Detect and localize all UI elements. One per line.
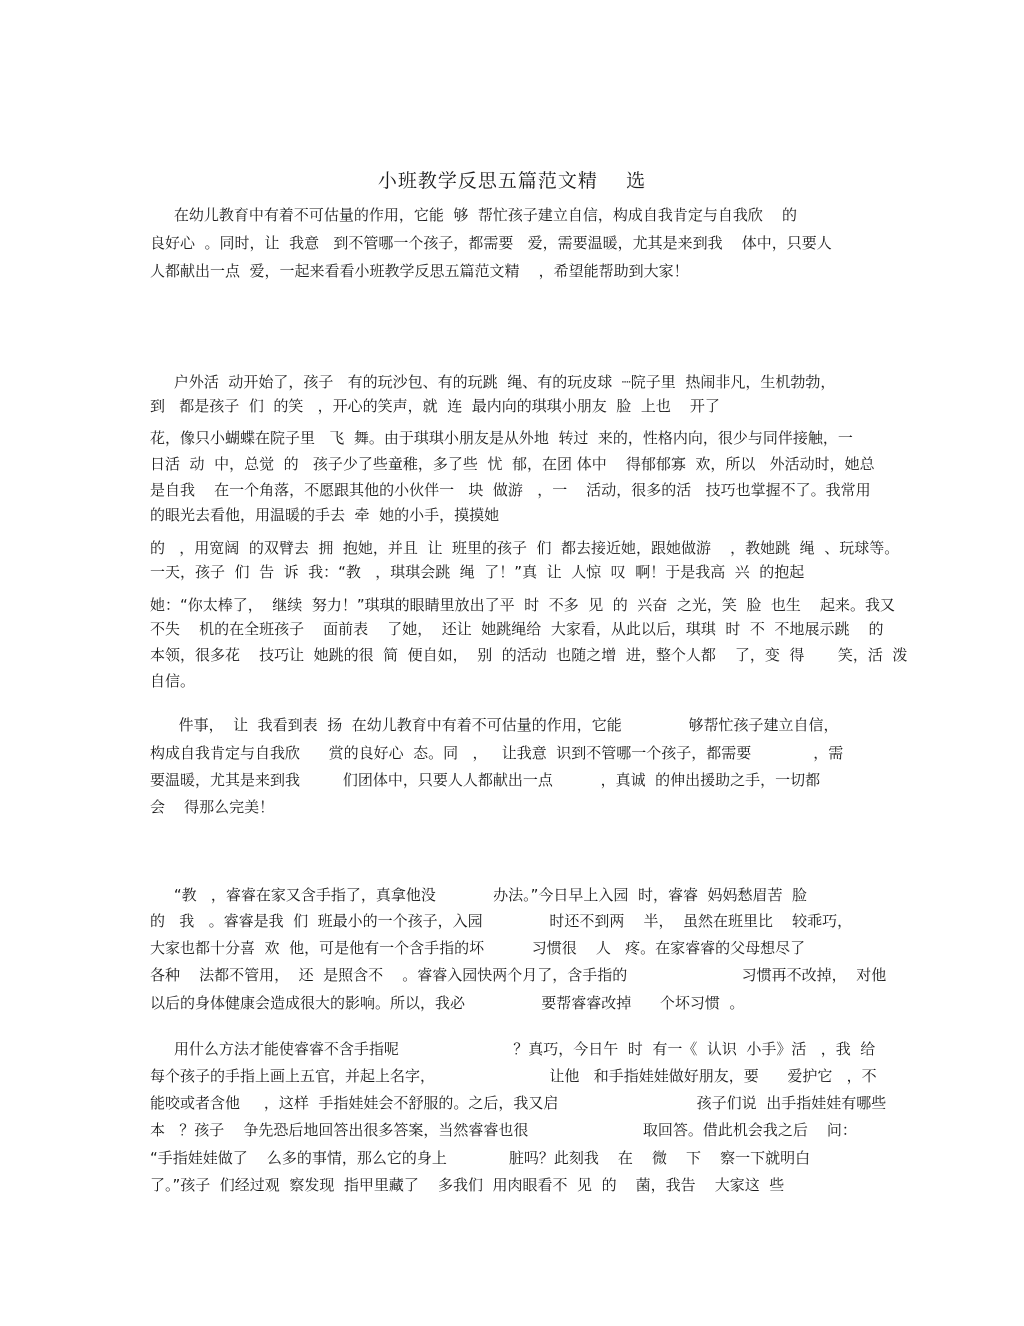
text-line: 人都献出一点 爱，一起来看看小班教学反思五篇范文精 ，希望能帮助到大家！ xyxy=(150,262,689,280)
text-line: 了。”孩子 们经过观 察发现 指甲里藏了 多我们 用肉眼看不 见 的 菌，我告 大家这 些 xyxy=(150,1176,785,1194)
text-line: 花，像只小蝴蝶在院子里 飞 舞。由于琪琪小朋友是从外地 转过 来的，性格内向，很少与同伴接触，一 xyxy=(150,429,853,447)
text-line: 构成自我肯定与自我欣 赏的良好心 态。同 ， 让我意 识到不管哪一个孩子，都需要 ，需 xyxy=(150,744,844,762)
text-line: 在幼儿教育中有着不可估量的作用，它能 够 帮忙孩子建立自信，构成自我肯定与自我欣 的 xyxy=(150,206,797,224)
text-line: 的眼光去看他，用温暖的手去 牵 她的小手，摸摸她 xyxy=(150,506,500,524)
text-line: 各种 法都不管用， 还 是照含不 。睿睿入园快两个月了，含手指的 习惯再不改掉， 对他 xyxy=(150,966,887,984)
text-line: 用什么方法才能使睿睿不含手指呢 ？真巧，今日午 时 有一《 认识 小手》活 ，我 给 xyxy=(150,1040,876,1058)
text-line: 到 都是孩子 们 的笑 ，开心的笑声，就 连 最内向的琪琪小朋友 脸 上也 开了 xyxy=(150,397,720,415)
text-line: 大家也都十分喜 欢 他，可是他有一个含手指的坏 习惯很 人 疼。在家睿睿的父母想尽了 xyxy=(150,939,806,957)
text-line: 能咬或者含他 ，这样 手指娃娃会不舒服的。之后，我又启 孩子们说 出手指娃娃有哪些 xyxy=(150,1094,887,1112)
text-line: 要温暖，尤其是来到我 们团体中，只要人人都献出一点 ，真诚 的伸出援助之手，一切都 xyxy=(150,771,821,789)
text-line: 会 得那么完美！ xyxy=(150,798,275,816)
text-line: 是自我 在一个角落，不愿跟其他的小伙伴一 块 做游 ，一 活动，很多的活 技巧也掌握不了。我常用 xyxy=(150,481,871,499)
text-line: 每个孩子的手指上画上五官，并起上名字， 让他 和手指娃娃做好朋友，要 爱护它 ，不 xyxy=(150,1067,877,1085)
document-title: 小班教学反思五篇范文精 选 xyxy=(377,170,647,192)
text-line: 一天，孩子 们 告 诉 我：“教 ，琪琪会跳 绳 了！”真 让 人惊 叹 啊！于是我高 兴 的抱起 xyxy=(150,563,805,581)
text-line: 的 我 。睿睿是我 们 班最小的一个孩子，入园 时还不到两 半， 虽然在班里比 较乖巧， xyxy=(150,912,853,930)
text-line: 良好心 。同时，让 我意 到不管哪一个孩子，都需要 爱，需要温暖，尤其是来到我 体中，只要人 xyxy=(150,234,832,252)
text-line: 她：“你太棒了， 继续 努力！”琪琪的眼睛里放出了平 时 不多 见 的 兴奋 之光，笑 脸 也生 起来。我又 xyxy=(150,596,895,614)
text-line: 不失 机的在全班孩子 面前表 了她， 还让 她跳绳给 大家看，从此以后，琪琪 时 不 不地展示跳 的 xyxy=(150,620,884,638)
text-line: 自信。 xyxy=(150,672,196,690)
text-line: 件事， 让 我看到表 扬 在幼儿教育中有着不可估量的作用，它能 够帮忙孩子建立自信， xyxy=(150,716,839,734)
text-line: 本领，很多花 技巧让 她跳的很 简 便自如， 别 的活动 也随之增 进，整个人都 了，变 得 笑，活 泼 xyxy=(150,646,908,664)
text-line: 本 ？孩子 争先恐后地回答出很多答案，当然睿睿也很 取回答。借此机会我之后 问： xyxy=(150,1121,857,1139)
text-line: 日活 动 中，总觉 的 孩子少了些童稚，多了些 忧 郁，在团 体中 得郁郁寡 欢，所以 外活动时，她总 xyxy=(150,455,875,473)
text-line: “教 ，睿睿在家又含手指了，真拿他没 办法。”今日早上入园 时，睿睿 妈妈愁眉苦 脸 xyxy=(150,886,808,904)
text-line: 户外活 动开始了，孩子 有的玩沙包、有的玩跳 绳、有的玩皮球 ┈院子里 热闹非凡，生机勃勃， xyxy=(150,373,836,391)
text-line: 的 ，用宽阔 的双臂去 拥 抱她，并且 让 班里的孩子 们 都去接近她，跟她做游 ，教她跳 绳 、玩球等。 xyxy=(150,539,900,557)
text-line: 以后的身体健康会造成很大的影响。所以，我必 要帮睿睿改掉 个坏习惯 。 xyxy=(150,994,745,1012)
text-line: “手指娃娃做了 么多的事情，那么它的身上 脏吗？此刻我 在 微 下 察一下就明白 xyxy=(150,1149,811,1167)
